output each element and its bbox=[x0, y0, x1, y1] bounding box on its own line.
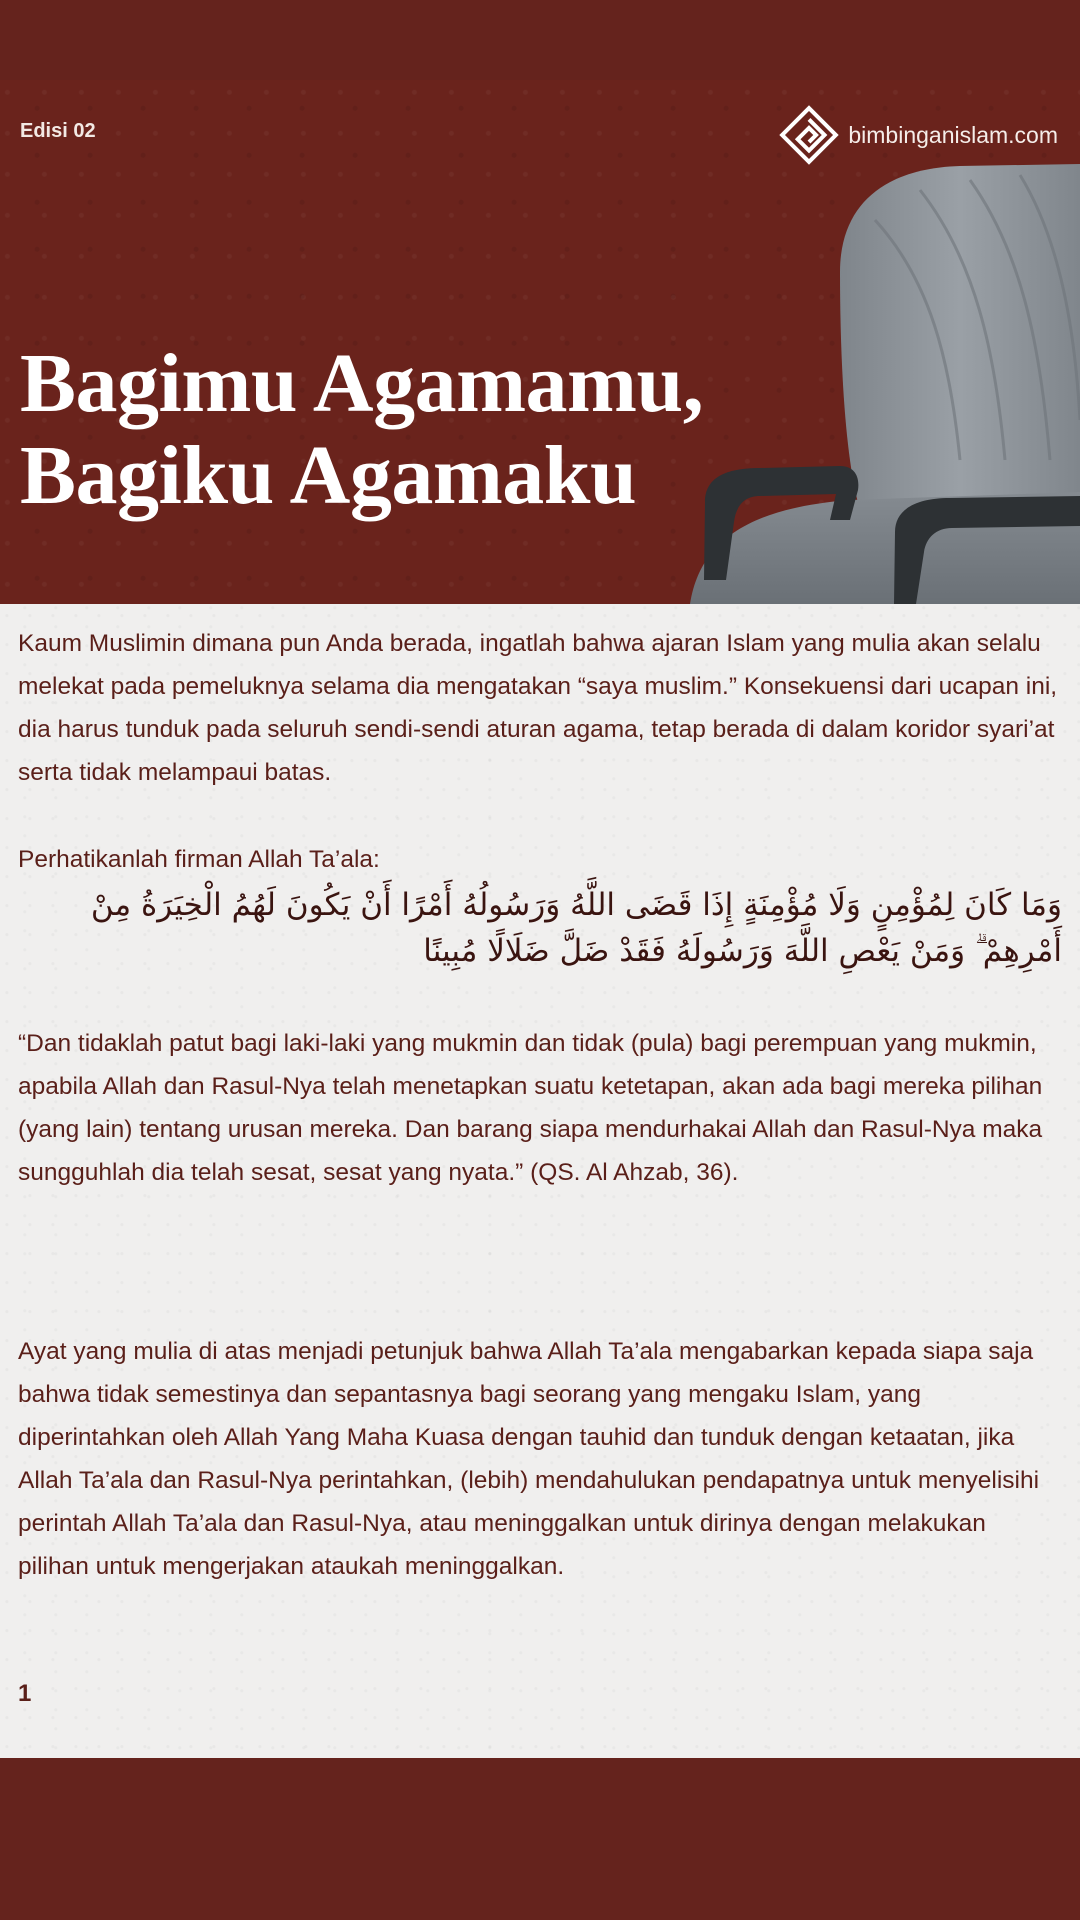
brand[interactable] bbox=[778, 104, 1058, 166]
edition-label: Edisi 02 bbox=[20, 120, 96, 142]
title-line-2: Bagiku Agamaku bbox=[20, 429, 637, 522]
arabic-verse: وَمَا كَانَ لِمُؤْمِنٍ وَلَا مُؤْمِنَةٍ إِذَا قَضَى اللَّهُ وَرَسُولُهُ أَمْرًا أَنْ يَكُونَ لَهُمُ الْخِيَرَةُ مِنْ أَمْرِهِمْ ۗ وَمَنْ يَعْصِ اللَّهَ وَرَسُولَهُ فَقَدْ ضَلَّ ضَلَالًا مُبِينًا bbox=[90, 887, 1062, 969]
brand-name: bimbinganislam.com bbox=[848, 121, 1058, 148]
paragraph-intro: Kaum Muslimin dimana pun Anda berada, ingatlah bahwa ajaran Islam yang mulia akan selalu melekat pada pemeluknya selama dia mengatakan “saya muslim.” Konsekuensi dari ucapan ini, dia harus tunduk pada seluruh sendi-sendi aturan agama, tetap berada di dalam koridor syari’at serta tidak melampaui batas. bbox=[18, 630, 1058, 786]
page-title bbox=[20, 338, 703, 522]
geometric-logo-icon bbox=[778, 104, 840, 166]
document-page bbox=[0, 80, 1080, 1758]
verse-translation: “Dan tidaklah patut bagi laki-laki yang mukmin dan tidak (pula) bagi perempuan yang mukmin, apabila Allah dan Rasul-Nya telah menetapkan suatu ketetapan, akan ada bagi mereka pilihan (yang lain) tentang urusan mereka. Dan barang siapa mendurhakai Allah dan Rasul-Nya maka sungguhlah dia telah sesat, sesat yang nyata.” (QS. Al Ahzab, 36). bbox=[18, 1030, 1043, 1186]
page-number: 1 bbox=[18, 1680, 32, 1707]
hero-banner bbox=[0, 80, 1080, 604]
verse-intro: Perhatikanlah firman Allah Ta’ala: bbox=[18, 846, 380, 873]
office-chair-illustration bbox=[690, 160, 1080, 604]
article-body bbox=[0, 604, 1080, 1758]
paragraph-explanation: Ayat yang mulia di atas menjadi petunjuk bahwa Allah Ta’ala mengabarkan kepada siapa saja bahwa tidak semestinya dan sepantasnya bagi seorang yang mengaku Islam, yang diperintahkan oleh Allah Yang Maha Kuasa dengan tauhid dan tunduk dengan ketaatan, jika Allah Ta’ala dan Rasul-Nya perintahkan, (lebih) mendahulukan pendapatnya untuk menyelisihi perintah Allah Ta’ala dan Rasul-Nya, atau meninggalkan untuk dirinya dengan melakukan pilihan untuk mengerjakan ataukah meninggalkan. bbox=[18, 1338, 1040, 1580]
title-line-1: Bagimu Agamamu, bbox=[20, 337, 704, 430]
